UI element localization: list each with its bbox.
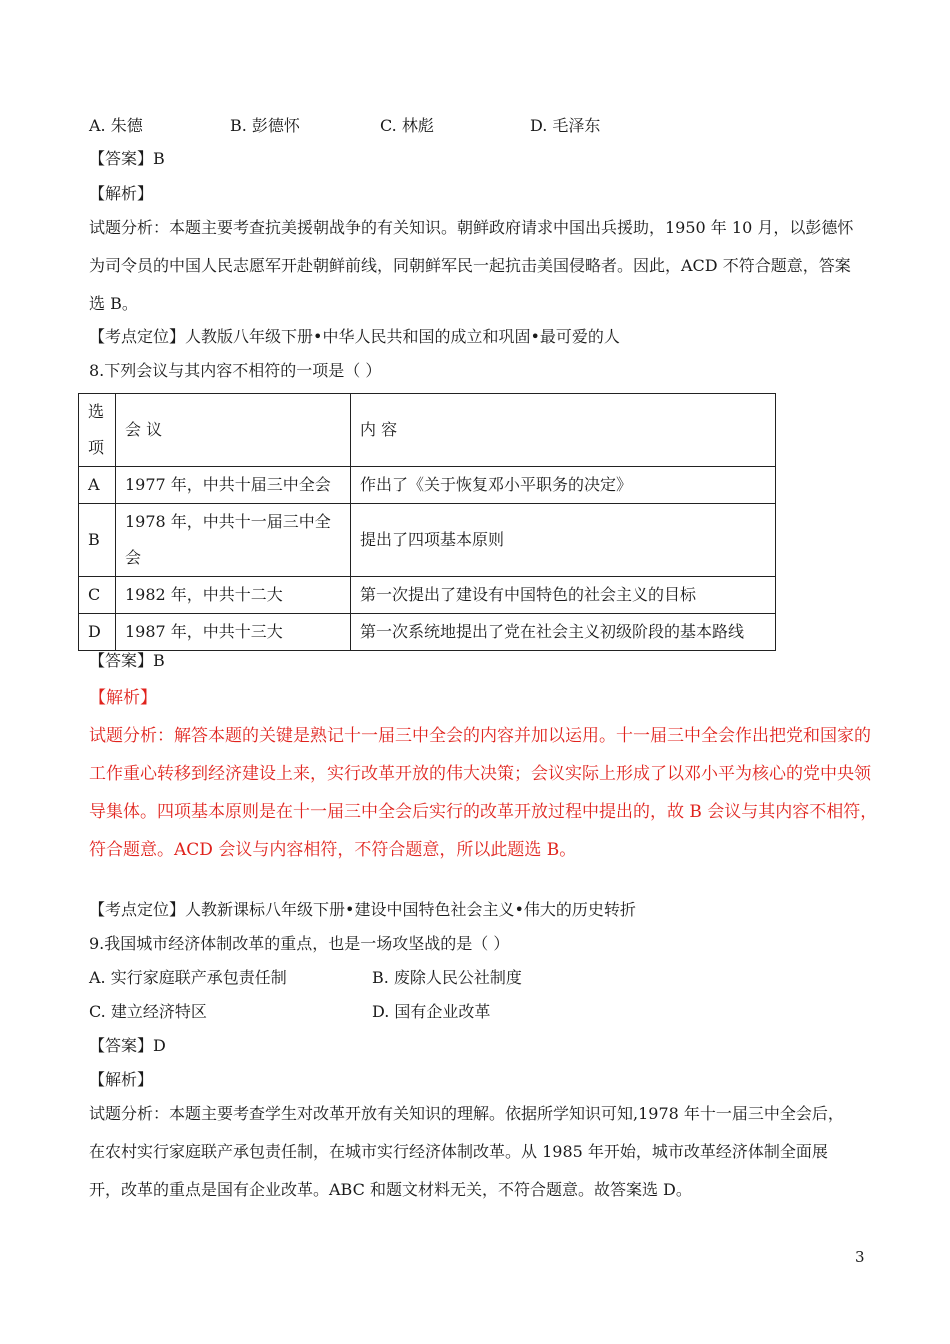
q8-row-d-content: 第一次系统地提出了党在社会主义初级阶段的基本路线 [351, 614, 776, 651]
q8-header-content: 内 容 [351, 394, 776, 467]
q7-analysis-line-1: 试题分析：本题主要考查抗美援朝战争的有关知识。朝鲜政府请求中国出兵援助，1950 年 10 月，以彭德怀 [89, 218, 854, 237]
q8-row-c-content: 第一次提出了建设有中国特色的社会主义的目标 [351, 577, 776, 614]
q9-answer: 【答案】D [89, 1036, 166, 1055]
q8-row-d-meeting: 1987 年，中共十三大 [116, 614, 351, 651]
q7-answer: 【答案】B [89, 149, 165, 168]
q9-analysis-line-3: 开，改革的重点是国有企业改革。ABC 和题文材料无关，不符合题意。故答案选 D。 [89, 1180, 692, 1199]
q7-analysis-line-3: 选 B。 [89, 294, 138, 313]
q8-kaodian: 【考点定位】人教新课标八年级下册•建设中国特色社会主义•伟大的历史转折 [89, 900, 636, 919]
q8-row-b-option: B [79, 504, 116, 577]
table-row [79, 467, 776, 504]
q9-option-c: C. 建立经济特区 [89, 1002, 207, 1021]
q8-row-b-content: 提出了四项基本原则 [351, 504, 776, 577]
q8-row-c-meeting: 1982 年，中共十二大 [116, 577, 351, 614]
q8-row-a-option: A [79, 467, 116, 504]
q8-header-meeting: 会 议 [116, 394, 351, 467]
q8-table [78, 393, 776, 651]
q7-option-d: D. 毛泽东 [530, 116, 601, 135]
q8-question: 8.下列会议与其内容不相符的一项是（ ） [89, 361, 382, 380]
q8-analysis-line-2: 工作重心转移到经济建设上来，实行改革开放的伟大决策；会议实际上形成了以邓小平为核心的党中央领 [89, 764, 871, 784]
q7-option-b: B. 彭德怀 [230, 116, 300, 135]
q8-analysis-label: 【解析】 [89, 688, 157, 708]
q9-option-b: B. 废除人民公社制度 [372, 968, 522, 987]
table-row [79, 614, 776, 651]
page-number: 3 [855, 1248, 865, 1266]
q9-analysis-label: 【解析】 [89, 1070, 154, 1089]
q8-row-c-option: C [79, 577, 116, 614]
q9-option-a: A. 实行家庭联产承包责任制 [89, 968, 287, 987]
q7-option-c: C. 林彪 [380, 116, 434, 135]
q8-analysis-line-3: 导集体。四项基本原则是在十一届三中全会后实行的改革开放过程中提出的，故 B 会议与其内容不相符， [89, 802, 878, 822]
q7-kaodian: 【考点定位】人教版八年级下册•中华人民共和国的成立和巩固•最可爱的人 [89, 327, 620, 346]
q8-header-option: 选项 [79, 394, 116, 467]
q9-analysis-line-2: 在农村实行家庭联产承包责任制，在城市实行经济体制改革。从 1985 年开始，城市改革经济体制全面展 [89, 1142, 828, 1161]
q7-analysis-label: 【解析】 [89, 184, 154, 203]
q8-answer: 【答案】B [89, 651, 165, 670]
table-row [79, 577, 776, 614]
q9-question: 9.我国城市经济体制改革的重点，也是一场攻坚战的是（ ） [89, 934, 510, 953]
q8-row-a-meeting: 1977 年，中共十届三中全会 [116, 467, 351, 504]
q9-option-d: D. 国有企业改革 [372, 1002, 491, 1021]
q8-row-b-meeting: 1978 年，中共十一届三中全会 [116, 504, 351, 577]
q8-table-header [79, 394, 776, 467]
table-row [79, 504, 776, 577]
q8-row-d-option: D [79, 614, 116, 651]
q8-analysis-line-4: 符合题意。ACD 会议与内容相符，不符合题意，所以此题选 B。 [89, 840, 577, 860]
q9-analysis-line-1: 试题分析：本题主要考查学生对改革开放有关知识的理解。依据所学知识可知,1978 年十一届三中全会后， [89, 1104, 844, 1123]
q8-analysis-line-1: 试题分析：解答本题的关键是熟记十一届三中全会的内容并加以运用。十一届三中全会作出把党和国家的 [89, 726, 871, 746]
q8-row-a-content: 作出了《关于恢复邓小平职务的决定》 [351, 467, 776, 504]
q7-analysis-line-2: 为司令员的中国人民志愿军开赴朝鲜前线，同朝鲜军民一起抗击美国侵略者。因此，ACD 不符合题意，答案 [89, 256, 851, 275]
q7-option-a: A. 朱德 [89, 116, 143, 135]
